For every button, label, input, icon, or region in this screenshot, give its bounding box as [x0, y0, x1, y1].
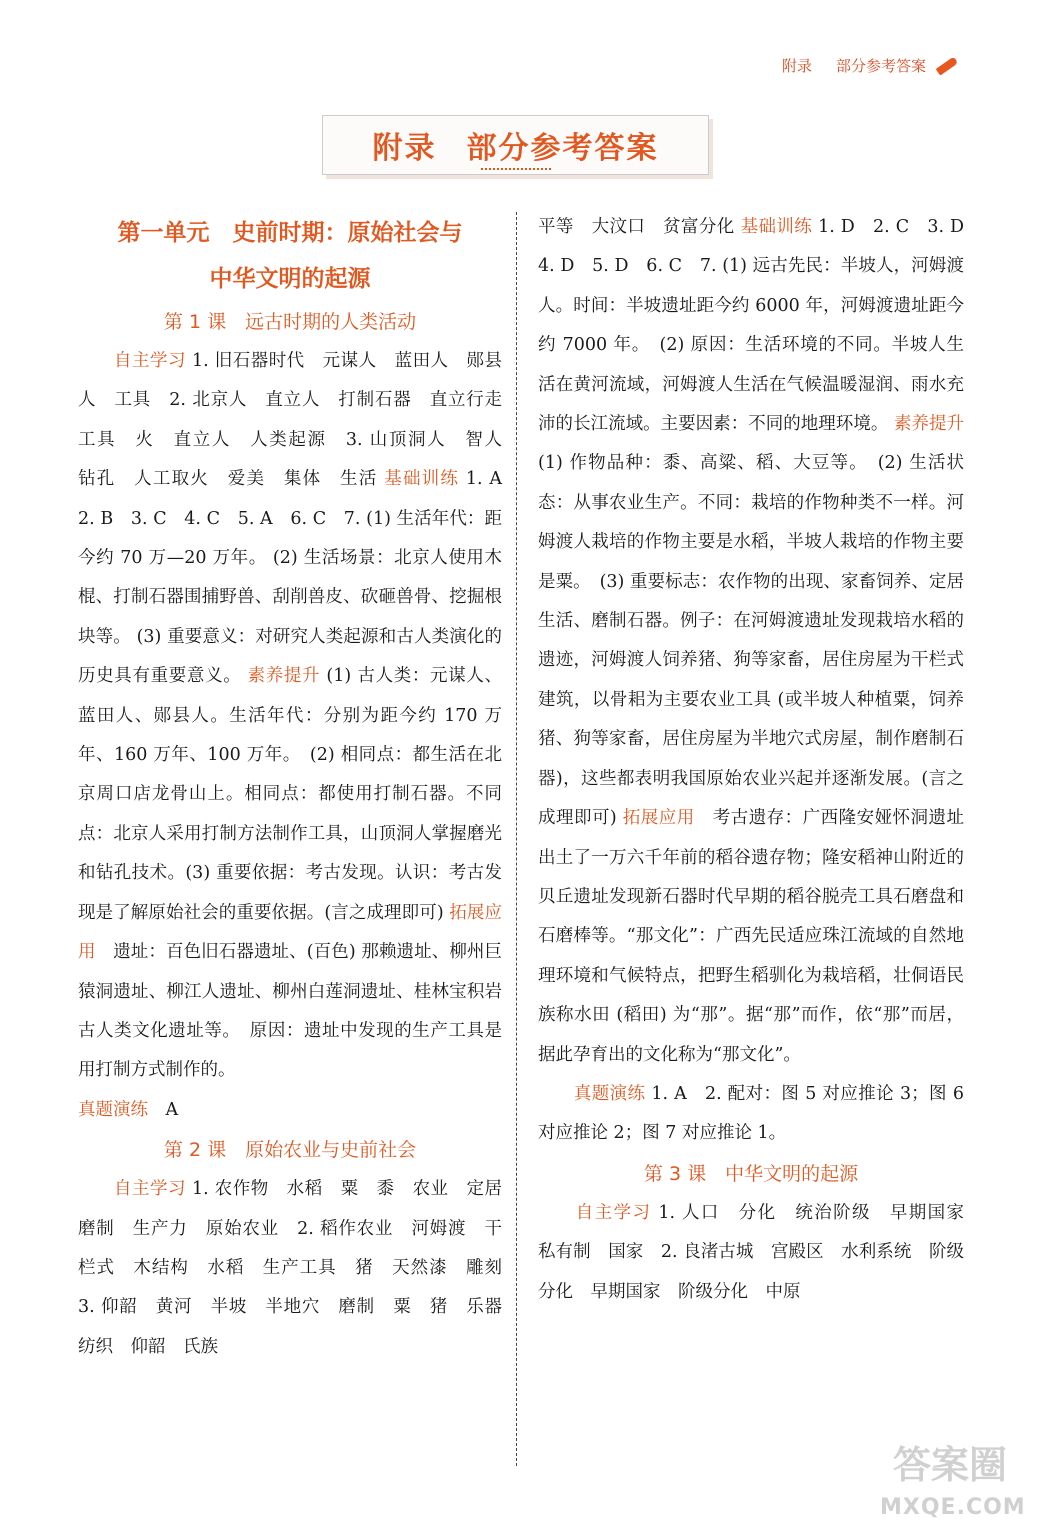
- unit-title-line2: 中华文明的起源: [209, 266, 371, 292]
- lesson-1-suyang-text: (1) 古人类：元谋人、蓝田人、郧县人。生活年代：分别为距今约 170 万年、160 万年、100 万年。 (2) 相同点：都生活在北京周口店龙骨山上。相同点：都使用打制石器。不同点：北京人采用打制方法制作工具，山顶洞人掌握磨光和钻孔技术。(3) 重要依据：考古发现。认识：考古发现是了解原始社会的重要依据。(言之成理即可): [78, 666, 503, 923]
- lesson-2-jichu-text: 1. D 2. C 3. D 4. D 5. D 6. C 7. (1) 远古先民：半坡人，河姆渡人。时间：半坡遗址距今约 6000 年，河姆渡遗址距今约 7000 年。 (2) 原因：生活环境的不同。半坡人生活在黄河流域，河姆渡人生活在气候温暖湿润、雨水充沛的长江流域。主要因素：不同的地理环境。: [538, 217, 982, 435]
- lesson-3-answers: [538, 1194, 982, 1312]
- tag-jichu-xunlian: 基础训练: [384, 469, 460, 490]
- lesson-2-zhenti: [538, 1075, 964, 1154]
- lesson-2-title: 第 2 课 原始农业与史前社会: [163, 1139, 417, 1162]
- running-head-subtitle: 部分参考答案: [835, 57, 926, 75]
- tag-zizhu-xuexi: 自主学习: [575, 1202, 652, 1223]
- lesson-1-zhenti: [78, 1091, 502, 1130]
- tag-tuozhan-yingyong: 拓展应用: [622, 808, 695, 829]
- pencil-icon: [936, 56, 959, 75]
- tag-zhenti-yanlian: 真题演练: [78, 1099, 148, 1120]
- page-title: [322, 115, 709, 175]
- lesson-2-continued: [538, 208, 982, 1075]
- page-title-part1: 附录: [372, 131, 437, 166]
- lesson-2-zizhu-text: 1. 农作物 水稻 粟 黍 农业 定居 磨制 生产力 原始农业 2. 稻作农业 河姆渡 干栏式 木结构 水稻 生产工具 猪 天然漆 雕刻 3. 仰韶 黄河 半坡 半地穴 磨制 粟 猪 乐器 纺织 仰韶 氏族: [78, 1179, 520, 1357]
- left-column: [78, 208, 520, 1367]
- lesson-2-tuozhan-text: 考古遗存：广西隆安娅怀洞遗址出土了一万六千年前的稻谷遗存物；隆安稻神山附近的贝丘遗址发现新石器时代早期的稻谷脱壳工具石磨盘和石磨棒等。“那文化”：广西先民适应珠江流域的自然地理环境和气候特点，把野生稻驯化为栽培稻，壮侗语民族称水田 (稻田) 为“那”。据“那”而作，依“那”而居，据此孕育出的文化称为“那文化”。: [538, 808, 965, 1065]
- page-title-part2: 部分参考答案: [466, 131, 659, 166]
- tag-zizhu-xuexi: 自主学习: [113, 1179, 186, 1200]
- lesson-1-title: 第 1 课 远古时期的人类活动: [163, 311, 417, 333]
- lesson-2-intro-text: 平等 大汶口 贫富分化: [538, 217, 741, 237]
- tag-zizhu-xuexi: 自主学习: [113, 351, 186, 371]
- lesson-1-jichu-text: 1. A 2. B 3. C 4. C 5. A 6. C 7. (1) 生活年代：距今约 70 万—20 万年。 (2) 生活场景：北京人使用木棍、打制石器围捕野兽、刮削兽皮、砍砸兽骨、挖掘根块等。 (3) 重要意义：对研究人类起源和古人类演化的历史具有重要意义。: [78, 469, 520, 687]
- tag-jichu-xunlian: 基础训练: [740, 217, 813, 237]
- watermark: [880, 1435, 1026, 1530]
- unit-title: [78, 210, 502, 302]
- lesson-1-answers: [78, 342, 520, 1091]
- right-column: [538, 208, 982, 1312]
- running-head: [782, 55, 958, 76]
- lesson-3-zizhu-text: 1. 人口 分化 统治阶级 早期国家 私有制 国家 2. 良渚古城 宫殿区 水利系统 阶级分化 早期国家 阶级分化 中原: [538, 1202, 982, 1302]
- watermark-site: MXQE.COM: [880, 1495, 1026, 1520]
- lesson-1-tuozhan-text: 遗址：百色旧石器遗址、(百色) 那赖遗址、柳州巨猿洞遗址、柳江人遗址、柳州白莲洞遗址、桂林宝积岩古人类文化遗址等。 原因：遗址中发现的生产工具是用打制方式制作的。: [78, 942, 503, 1081]
- lesson-2-suyang-text: (1) 作物品种：黍、高粱、稻、大豆等。 (2) 生活状态：从事农业生产。不同：栽培的作物种类不一样。河姆渡人栽培的作物主要是水稻，半坡人栽培的作物主要是粟。 (3) 重要标志：农作物的出现、家畜饲养、定居生活、磨制石器。例子：在河姆渡遗址发现栽培水稻的遗迹，河姆渡人饲养猪、狗等家畜，居住房屋为干栏式建筑，以骨耜为主要农业工具 (或半坡人种植粟，饲养猪、狗等家畜，居住房屋为半地穴式房屋，制作磨制石器)，这些都表明我国原始农业兴起并逐渐发展。(言之成理即可): [538, 453, 964, 829]
- tag-tuozhan-yingyong: 拓展应用: [78, 902, 503, 963]
- lesson-3-title: 第 3 课 中华文明的起源: [643, 1162, 859, 1185]
- lesson-2-answers: [78, 1170, 520, 1367]
- running-head-section: 附录: [781, 57, 812, 75]
- tag-zhenti-yanlian: 真题演练: [573, 1083, 646, 1104]
- tag-suyang-tisheng: 素养提升: [247, 666, 321, 687]
- title-dots-decoration: [481, 168, 551, 170]
- unit-title-line1: 第一单元 史前时期：原始社会与: [117, 220, 463, 246]
- lesson-1-zhenti-text: A: [148, 1099, 179, 1120]
- lesson-2-zhenti-text: 1. A 2. 配对：图 5 对应推论 3；图 6 对应推论 2；图 7 对应推论 1。: [538, 1083, 965, 1144]
- tag-suyang-tisheng: 素养提升: [893, 414, 965, 435]
- watermark-logo: 答案圈: [892, 1443, 1007, 1487]
- lesson-1-zizhu-text: 1. 旧石器时代 元谋人 蓝田人 郧县人 工具 2. 北京人 直立人 打制石器 直立行走 工具 火 直立人 人类起源 3. 山顶洞人 智人 钻孔 人工取火 爱美 集体 生活: [78, 351, 520, 490]
